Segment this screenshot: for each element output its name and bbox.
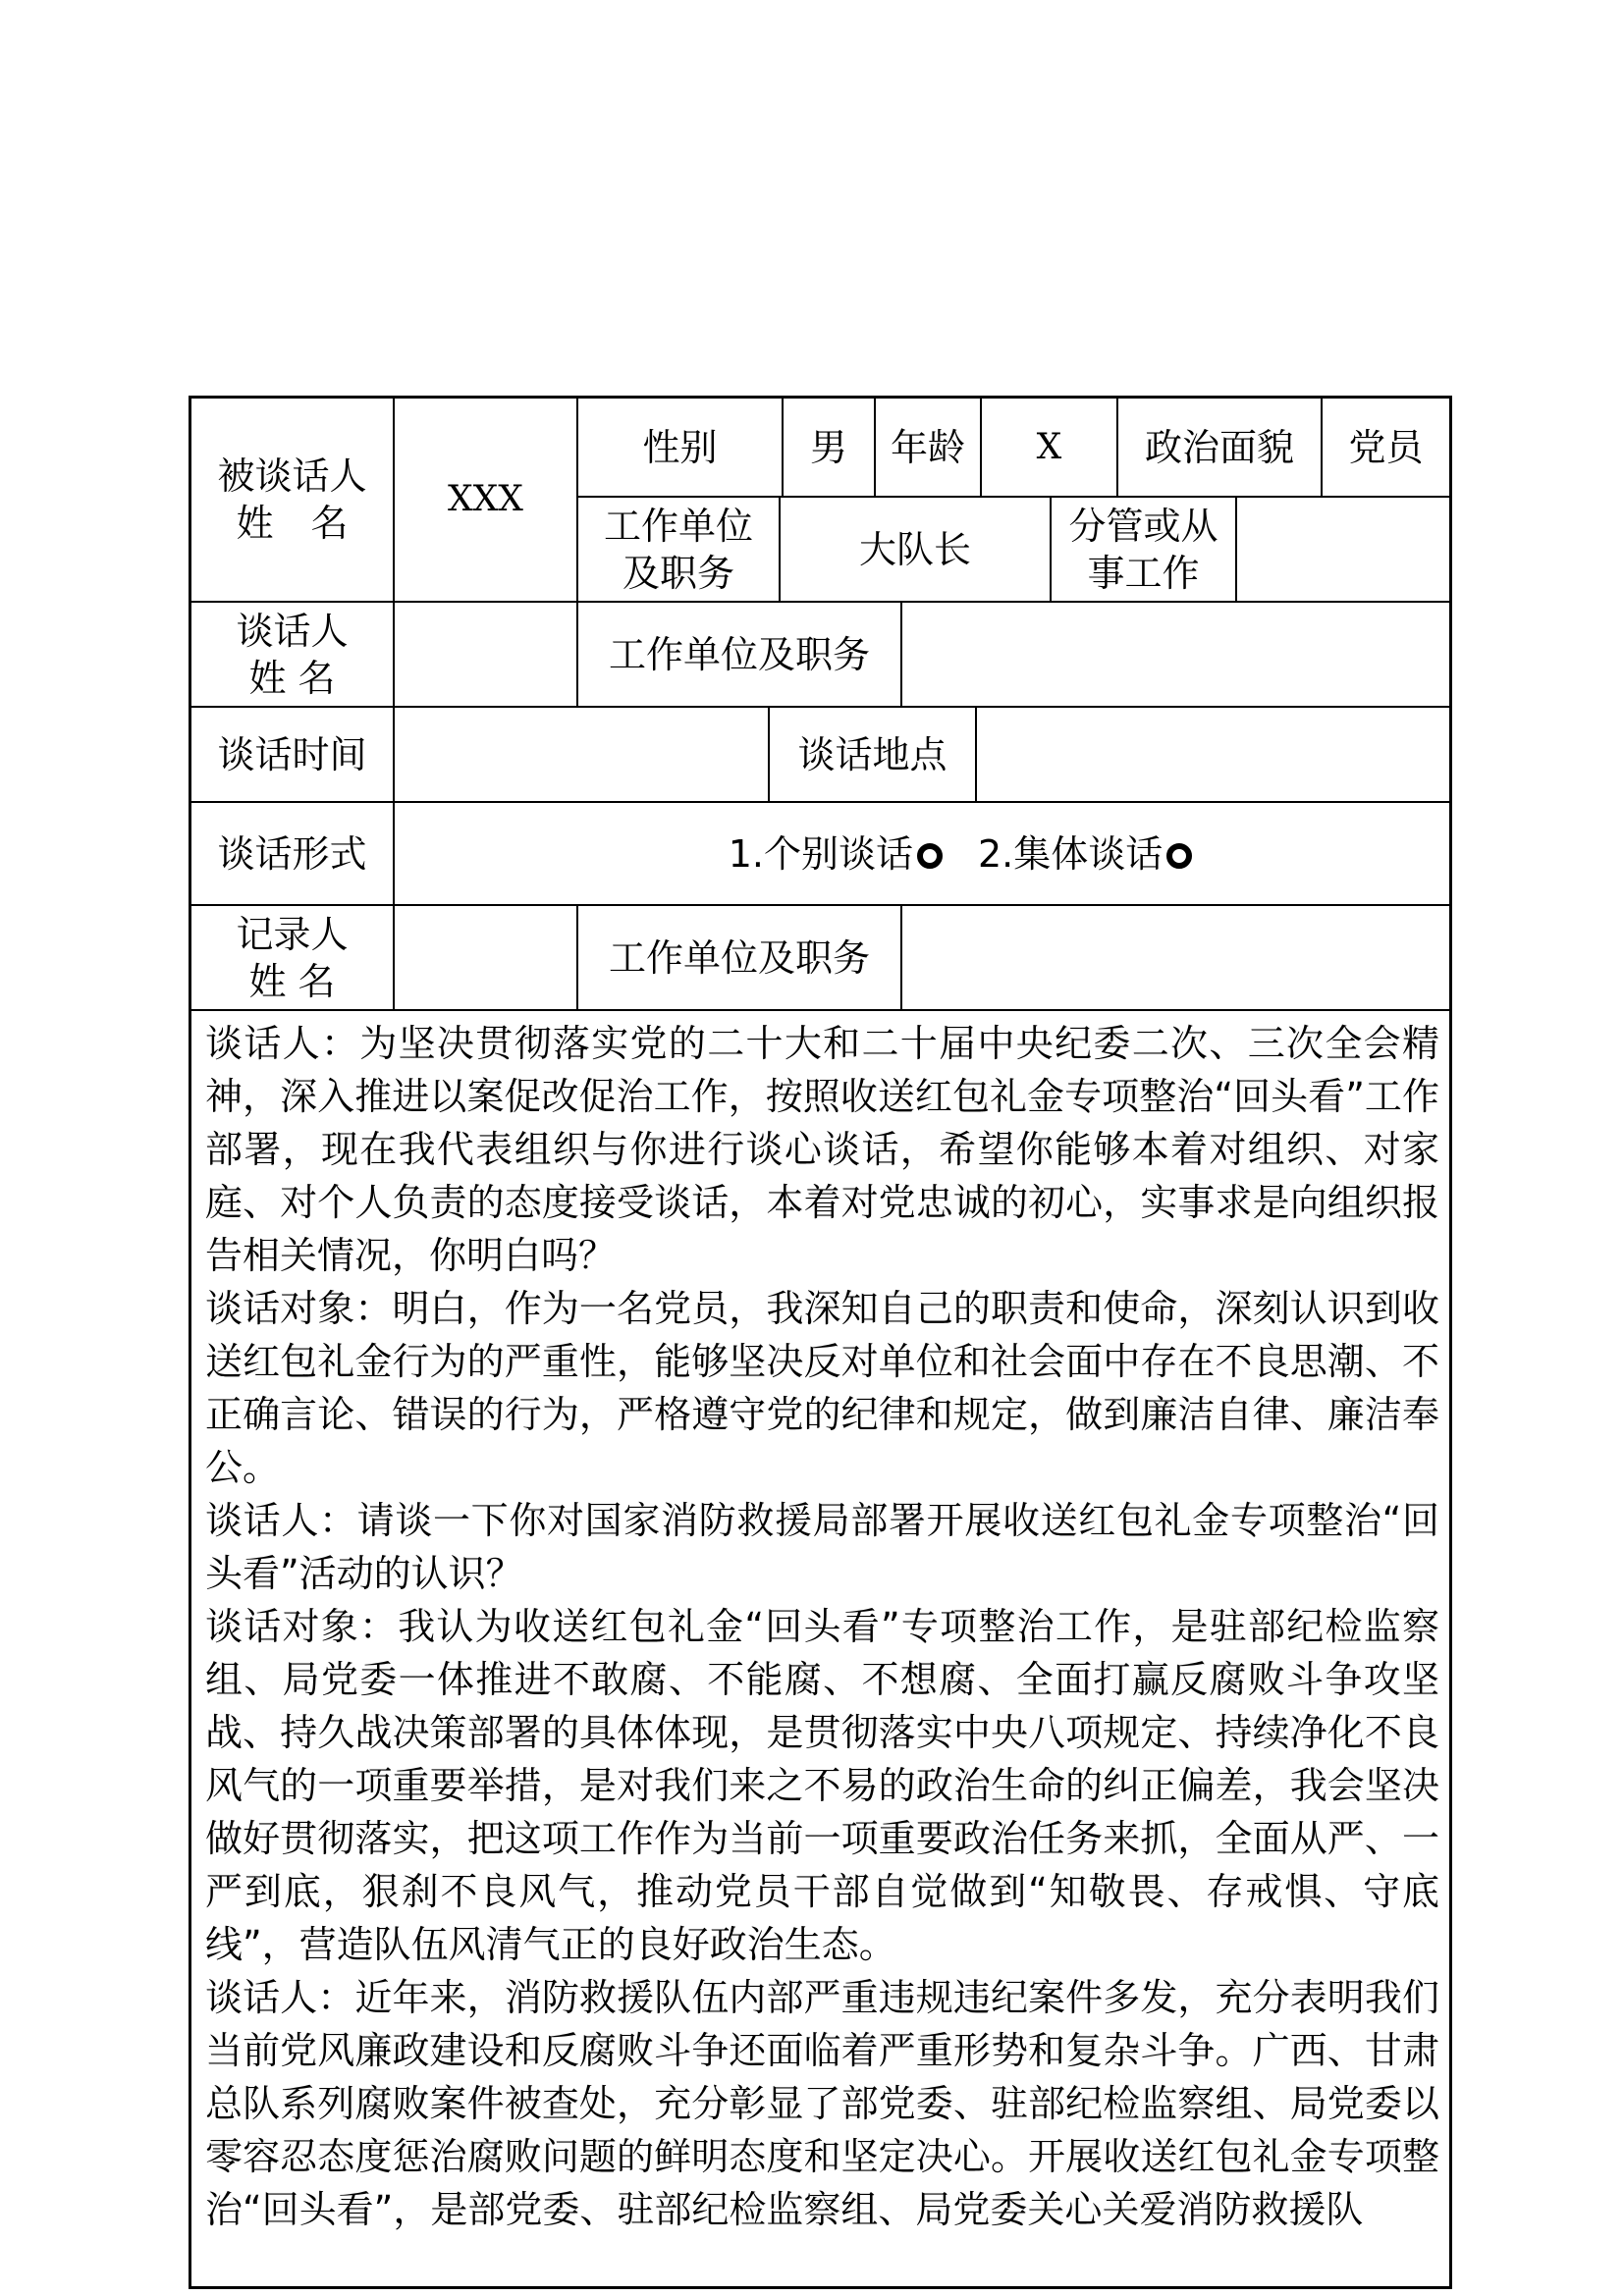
dialogue-paragraph: 谈话对象：我认为收送红包礼金“回头看”专项整治工作，是驻部纪检监察组、局党委一体推进不敢腐、不能腐、不想腐、全面打赢反腐败斗争攻坚战、持久战决策部署的具体体现，是贯彻落实中央八项规定、持续净化不良风气的一项重要举措，是对我们来之不易的政治生命的纠正偏差，我会坚决做好贯彻落实，把这项工作作为当前一项重要政治任务来抓，全面从严、一严到底，狠刹不良风气，推动党员干部自觉做到“知敬畏、存戒惧、守底线”，营造队伍风清气正的良好政治生态。 (205, 1605, 1439, 1966)
format-option-individual-label: 1.个别谈话 (728, 831, 913, 876)
recorder-unit-value (900, 906, 1449, 1009)
age-value: X (980, 399, 1116, 498)
interview-format-label: 谈话形式 (217, 831, 367, 876)
duty-label: 分管或从 事工作 (1050, 498, 1235, 601)
time-place-row (191, 708, 1449, 803)
recorder-name-label: 记录人 姓 名 (236, 912, 349, 1003)
format-option-group[interactable] (978, 830, 1192, 878)
radio-icon[interactable] (917, 843, 943, 869)
format-option-group-label: 2.集体谈话 (978, 831, 1164, 876)
dialogue-content (191, 1011, 1449, 2286)
interviewee-name-label: 被谈话人 姓 名 (217, 454, 367, 545)
interviewee-name-value: XXX (393, 399, 576, 601)
interviewer-unit-label: 工作单位及职务 (576, 603, 900, 706)
recorder-row (191, 906, 1449, 1011)
work-unit-label: 工作单位 及职务 (576, 498, 779, 601)
format-option-individual[interactable] (652, 830, 978, 878)
dialogue-paragraph: 谈话人：请谈一下你对国家消防救援局部署开展收送红包礼金专项整治“回头看”活动的认识？ (205, 1499, 1439, 1595)
dialogue-paragraph: 谈话人：为坚决贯彻落实党的二十大和二十届中央纪委二次、三次全会精神，深入推进以案促改促治工作，按照收送红包礼金专项整治“回头看”工作部署，现在我代表组织与你进行谈心谈话，希望你能够本着对组织、对家庭、对个人负责的态度接受谈话，本着对党忠诚的初心，实事求是向组织报告相关情况，你明白吗？ (205, 1022, 1439, 1277)
duty-value (1235, 498, 1449, 601)
interviewer-name-value (393, 603, 576, 706)
interviewer-name-label: 谈话人 姓 名 (236, 609, 349, 700)
interviewer-row (191, 603, 1449, 708)
work-unit-value: 大队长 (779, 498, 1050, 601)
interview-time-value (393, 708, 768, 801)
gender-value: 男 (782, 399, 874, 498)
age-label: 年龄 (874, 399, 980, 498)
gender-label: 性别 (576, 399, 782, 498)
interview-time-label: 谈话时间 (217, 732, 367, 776)
dialogue-paragraph: 谈话对象：明白，作为一名党员，我深知自己的职责和使命，深刻认识到收送红包礼金行为的严重性，能够坚决反对单位和社会面中存在不良思潮、不正确言论、错误的行为，严格遵守党的纪律和规定，做到廉洁自律、廉洁奉公。 (205, 1287, 1439, 1489)
interviewer-unit-value (900, 603, 1449, 706)
interview-place-label: 谈话地点 (768, 708, 975, 801)
recorder-unit-label: 工作单位及职务 (576, 906, 900, 1009)
interview-place-value (975, 708, 1449, 801)
political-status-value: 党员 (1321, 399, 1449, 498)
radio-icon[interactable] (1166, 843, 1192, 869)
political-status-label: 政治面貌 (1116, 399, 1321, 498)
interview-format-options (393, 803, 1449, 904)
format-row (191, 803, 1449, 906)
dialogue-paragraph: 谈话人：近年来，消防救援队伍内部严重违规违纪案件多发，充分表明我们当前党风廉政建设和反腐败斗争还面临着严重形势和复杂斗争。广西、甘肃总队系列腐败案件被查处，充分彰显了部党委、驻部纪检监察组、局党委以零容忍态度惩治腐败问题的鲜明态度和坚定决心。开展收送红包礼金专项整治“回头看”，是部党委、驻部纪检监察组、局党委关心关爱消防救援队 (205, 1976, 1439, 2231)
interviewee-row (191, 399, 1449, 603)
interview-record-form (189, 396, 1452, 2289)
recorder-name-value (393, 906, 576, 1009)
